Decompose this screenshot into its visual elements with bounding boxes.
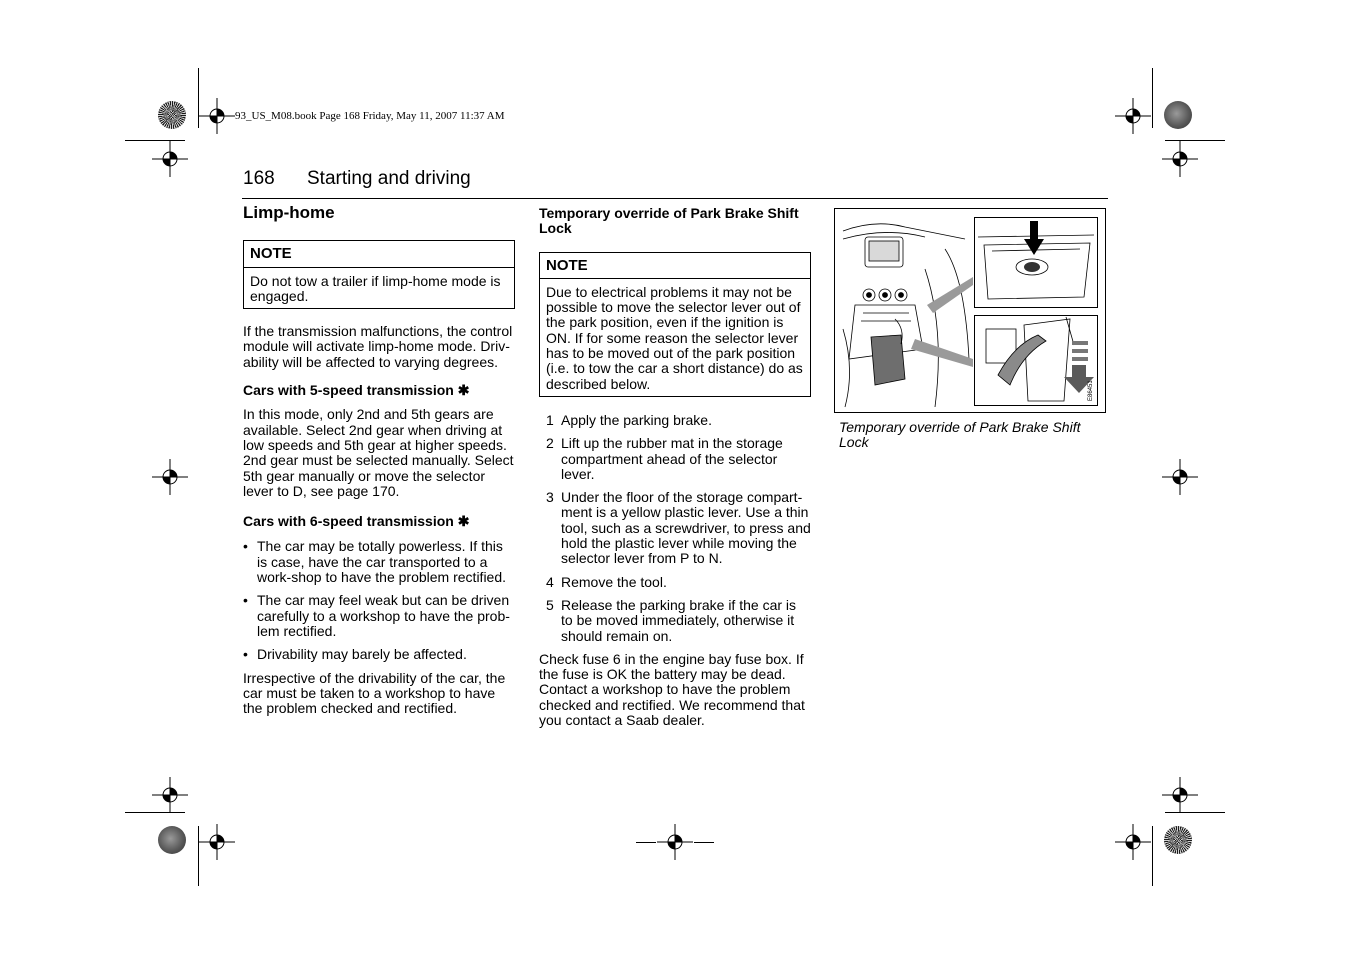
list-item: 3 Under the floor of the storage compart-ment is a yellow plastic lever. Use a thin tool, such as a screwdriver, to press and hold the plastic lever while moving the selector lever from P to N. — [546, 489, 811, 567]
color-target-disc — [158, 101, 186, 129]
override-heading: Temporary override of Park Brake Shift Lock — [539, 205, 799, 237]
note-box — [539, 252, 811, 397]
list-item: • The car may feel weak but can be driven carefully to a workshop to have the prob-lem rectified. — [243, 592, 510, 639]
page-number: 168 — [243, 168, 275, 189]
override-closing: Check fuse 6 in the engine bay fuse box. If the fuse is OK the battery may be dead. Contact a workshop to have the problem checked and rectified. We recommend that you contact a Saab dealer. — [539, 650, 805, 729]
asterisk-symbol-icon: ✱ — [457, 513, 470, 530]
registration-mark-icon — [657, 824, 693, 860]
registration-mark-icon — [1162, 459, 1198, 495]
left-column — [243, 205, 515, 716]
figure-caption: Temporary override of Park Brake Shift Lock — [839, 419, 1081, 451]
registration-mark-icon — [1162, 141, 1198, 177]
list-item: • Drivability may barely be affected. — [243, 646, 467, 663]
list-item: 1 Apply the parking brake. — [546, 411, 712, 428]
header-rule — [242, 198, 1108, 199]
note-label: NOTE — [244, 241, 514, 267]
list-item: 2 Lift up the rubber mat in the storage compartment ahead of the selector lever. — [546, 435, 783, 482]
note-text: Do not tow a trailer if limp-home mode is engaged. — [250, 272, 501, 304]
figure-illustration — [834, 208, 1106, 413]
five-speed-text: In this mode, only 2nd and 5th gears are available. Select 2nd gear when driving at low speeds and 5th gear at higher speeds. 2nd gear must be selected manually. Select 5th gear manually or move the selector lever to D, see page 170. — [243, 406, 514, 499]
figure-code: E86451 — [1088, 380, 1094, 401]
middle-column — [539, 206, 811, 728]
registration-mark-icon — [199, 824, 235, 860]
six-speed-heading: Cars with 6-speed transmission ✱ — [243, 513, 470, 530]
note-label: NOTE — [540, 253, 810, 279]
registration-mark-icon — [1115, 824, 1151, 860]
lever-override-detail — [974, 315, 1098, 406]
color-target-disc — [1164, 826, 1192, 854]
override-steps — [539, 413, 811, 644]
note-text: Due to electrical problems it may not be possible to move the selector lever out of the park position, even if the ignition is ON. If for some reason the selector lever has to be moved out of the park position (i.e. to tow the car a short distance) do as described below. — [546, 283, 803, 392]
asterisk-symbol-icon: ✱ — [457, 382, 470, 399]
registration-mark-icon — [1115, 98, 1151, 134]
limp-home-heading: Limp-home — [243, 203, 335, 222]
list-item: 5 Release the parking brake if the car is to be moved immediately, otherwise it should remain on. — [546, 596, 797, 644]
registration-mark-icon — [152, 141, 188, 177]
limp-home-intro: If the transmission malfunctions, the control module will activate limp-home mode. Driv-ability will be affected to varying degrees. — [243, 323, 513, 370]
five-speed-heading: Cars with 5-speed transmission ✱ — [243, 382, 470, 399]
six-speed-closing: Irrespective of the drivability of the car, the car must be taken to a workshop to have the problem checked and rectified. — [243, 669, 506, 717]
gray-target-disc — [1164, 101, 1192, 129]
registration-mark-icon — [152, 777, 188, 813]
list-item: • The car may be totally powerless. If this is case, have the car transported to a work-shop to have the problem rectified. — [243, 538, 507, 586]
registration-mark-icon — [1162, 777, 1198, 813]
print-metadata: 93_US_M08.book Page 168 Friday, May 11, 2007 11:37 AM — [235, 110, 505, 122]
list-item: 4 Remove the tool. — [546, 573, 667, 590]
gray-target-disc — [158, 826, 186, 854]
note-box — [243, 240, 515, 309]
storage-lid-detail — [974, 217, 1098, 308]
registration-mark-icon — [152, 459, 188, 495]
six-speed-bullets — [243, 539, 515, 662]
registration-mark-icon — [199, 98, 235, 134]
section-title: Starting and driving — [307, 168, 471, 189]
